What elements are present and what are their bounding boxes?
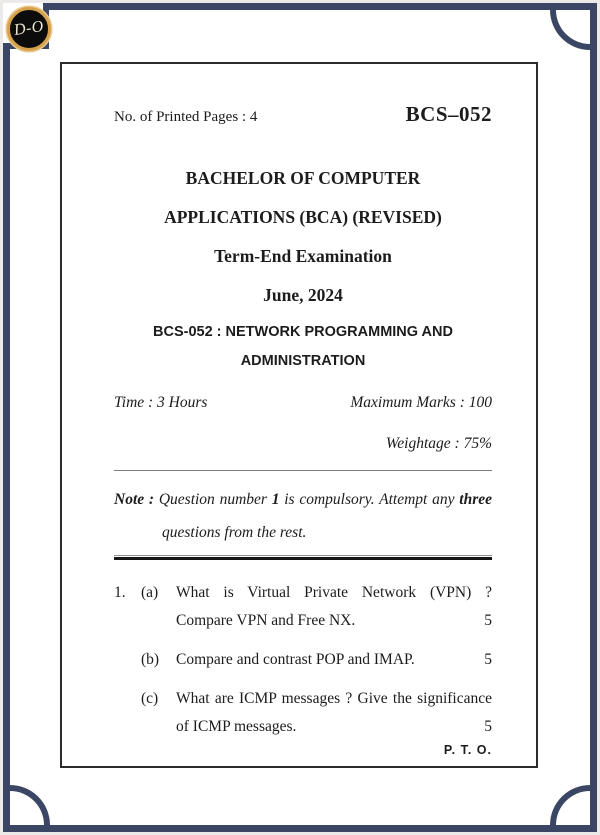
maximum-marks: Maximum Marks : 100	[350, 394, 492, 411]
weightage: Weightage : 75%	[385, 435, 492, 452]
sheet-header	[114, 102, 492, 127]
question-number: 1.	[114, 584, 126, 601]
subject-line: BCS-052 : NETWORK PROGRAMMING AND	[153, 324, 453, 340]
part-label: (c)	[141, 690, 159, 707]
note-bold-word: three	[459, 491, 493, 508]
note-paragraph	[114, 483, 492, 549]
printed-pages-label: No. of Printed Pages : 4	[114, 109, 258, 125]
part-label: (b)	[141, 651, 160, 668]
program-title-line: BACHELOR OF COMPUTER	[185, 168, 421, 188]
logo-monogram-text: D-O	[12, 18, 45, 40]
divider-rule	[114, 470, 492, 471]
exam-type-line: Term-End Examination	[214, 246, 392, 266]
question-text: Compare and contrast POP and IMAP.	[176, 651, 415, 668]
pto-label: P. T. O.	[443, 743, 492, 757]
marks-value: 5	[484, 718, 492, 735]
question-text: What are ICMP messages ? Give the significance of ICMP messages.	[176, 690, 492, 735]
double-divider-rule	[114, 555, 492, 560]
exam-session-line: June, 2024	[263, 285, 343, 305]
time-allowed: Time : 3 Hours	[114, 394, 208, 411]
question-text: What is Virtual Private Network (VPN) ? Compare VPN and Free NX.	[176, 584, 492, 629]
note-text: questions from the rest.	[162, 524, 307, 541]
question-part-b	[114, 646, 492, 674]
note-bold-word: 1	[271, 491, 280, 508]
note-label: Note :	[114, 491, 155, 508]
paper-code: BCS–052	[405, 102, 492, 126]
question-number-spacer	[114, 685, 141, 741]
marks-value: 5	[484, 651, 492, 668]
exam-sheet	[60, 62, 538, 768]
do-monogram-logo	[7, 7, 51, 51]
question-part-a	[114, 579, 492, 635]
note-text: is compulsory. Attempt any	[279, 491, 460, 508]
marks-value: 5	[484, 612, 492, 629]
question-list	[114, 579, 492, 741]
subject-title-block	[114, 318, 492, 376]
question-number-spacer	[114, 646, 141, 674]
program-title-block	[114, 159, 492, 315]
question-part-c	[114, 685, 492, 741]
program-title-line: APPLICATIONS (BCA) (REVISED)	[164, 207, 442, 227]
part-label: (a)	[141, 584, 159, 601]
note-text: Question number	[158, 491, 272, 508]
time-marks-row	[114, 391, 492, 415]
subject-line: ADMINISTRATION	[240, 353, 366, 369]
